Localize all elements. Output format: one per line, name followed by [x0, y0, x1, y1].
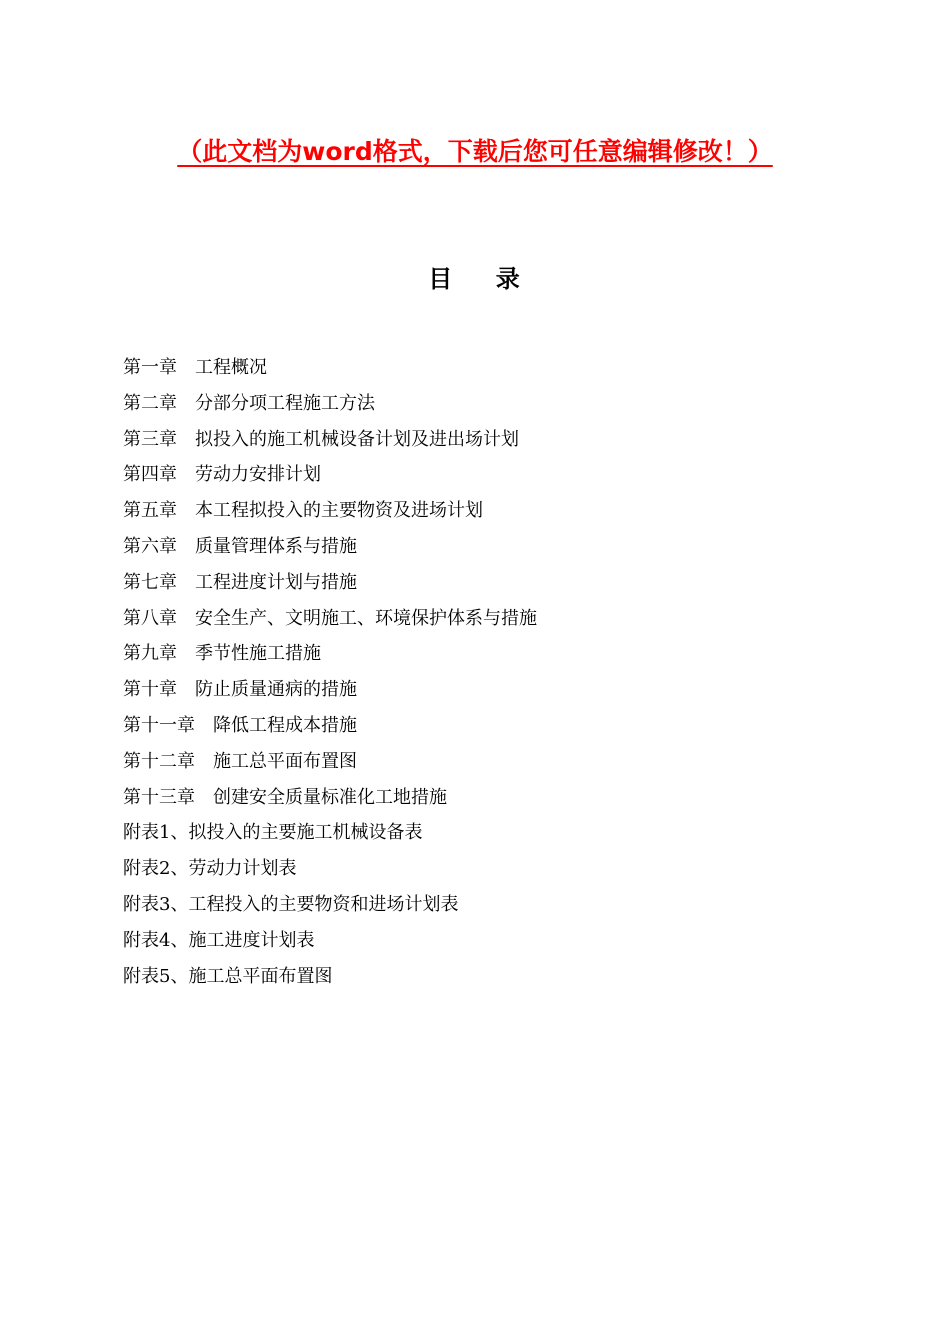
toc-item: 附表5、施工总平面布置图: [123, 965, 333, 987]
toc-item: 第五章 本工程拟投入的主要物资及进场计划: [123, 500, 483, 522]
editable-notice-text: （此文档为word格式，下载后您可任意编辑修改！）: [177, 137, 773, 166]
toc-item: 第二章 分部分项工程施工方法: [123, 392, 375, 414]
toc-item: 第七章 工程进度计划与措施: [123, 571, 357, 593]
toc-item: 第八章 安全生产、文明施工、环境保护体系与措施: [123, 607, 537, 629]
toc-item: 附表1、拟投入的主要施工机械设备表: [123, 822, 423, 844]
toc-item: 第三章 拟投入的施工机械设备计划及进出场计划: [123, 428, 519, 450]
toc-list: [123, 350, 537, 994]
toc-item: 第一章 工程概况: [123, 357, 267, 378]
toc-item: 附表3、工程投入的主要物资和进场计划表: [123, 893, 459, 915]
toc-item: 第十章 防止质量通病的措施: [123, 679, 357, 701]
toc-item: 第十二章 施工总平面布置图: [123, 750, 357, 772]
toc-title: 目 录: [428, 265, 522, 293]
toc-item: 第十一章 降低工程成本措施: [123, 714, 357, 736]
toc-item: 第六章 质量管理体系与措施: [123, 535, 357, 557]
toc-item: 第十三章 创建安全质量标准化工地措施: [123, 786, 447, 808]
toc-item: 附表4、施工进度计划表: [123, 929, 315, 951]
editable-notice: [0, 132, 950, 172]
toc-item: 附表2、劳动力计划表: [123, 858, 297, 880]
toc-item: 第九章 季节性施工措施: [123, 643, 321, 665]
toc-item: 第四章 劳动力安排计划: [123, 464, 321, 486]
